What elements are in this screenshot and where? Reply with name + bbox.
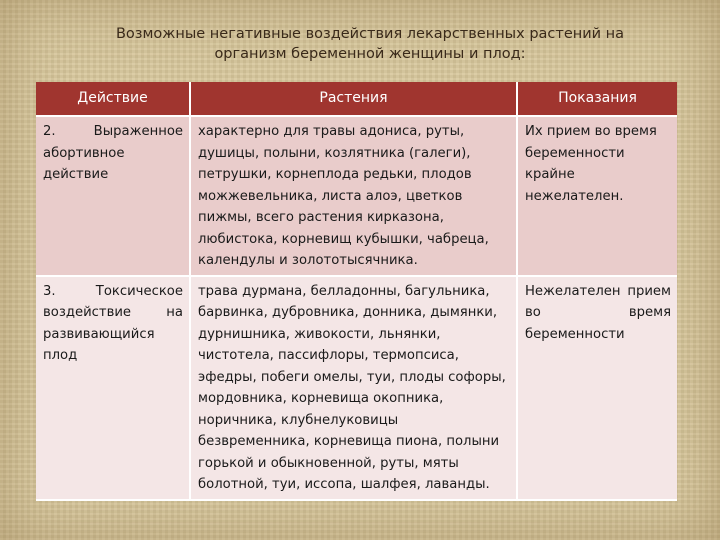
- cell-indication: Нежелателен прием во время беременности: [517, 276, 677, 500]
- page-title: [90, 24, 650, 64]
- cell-plants: трава дурмана, белладонны, багульника, барвинка, дубровника, донника, дымянки, дурнишника, живокости, льнянки, чистотела, пассифлоры, термопсиса, эфедры, побеги омелы, туи, плоды софоры, мордовника, корневища окопника, норичника, клубнелуковицы безвременника, корневища пиона, полыни горькой и обыкновенной, руты, мяты болотной, туи, иссопа, шалфея, лаванды.: [190, 276, 517, 500]
- table-row: [36, 116, 677, 276]
- header-plants: Растения: [190, 82, 517, 116]
- table-header-row: [36, 82, 677, 116]
- cell-action: 3. Токсическое воздействие на развивающийся плод: [36, 276, 190, 500]
- title-line-2: организм беременной женщины и плод:: [214, 46, 526, 62]
- title-line-1: Возможные негативные воздействия лекарственных растений на: [115, 26, 625, 42]
- effects-table: [36, 82, 677, 501]
- header-indication: Показания: [517, 82, 677, 116]
- cell-action: 2. Выраженное абортивное действие: [36, 116, 190, 276]
- cell-indication: Их прием во время беременности крайне нежелателен.: [517, 116, 677, 276]
- table-row: [36, 276, 677, 500]
- cell-plants: характерно для травы адониса, руты, душицы, полыни, козлятника (галеги), петрушки, корнеплода редьки, плодов можжевельника, листа алоэ, цветков пижмы, всего растения кирказона, любистока, корневищ кубышки, чабреца, календулы и золототысячника.: [190, 116, 517, 276]
- header-action: Действие: [36, 82, 190, 116]
